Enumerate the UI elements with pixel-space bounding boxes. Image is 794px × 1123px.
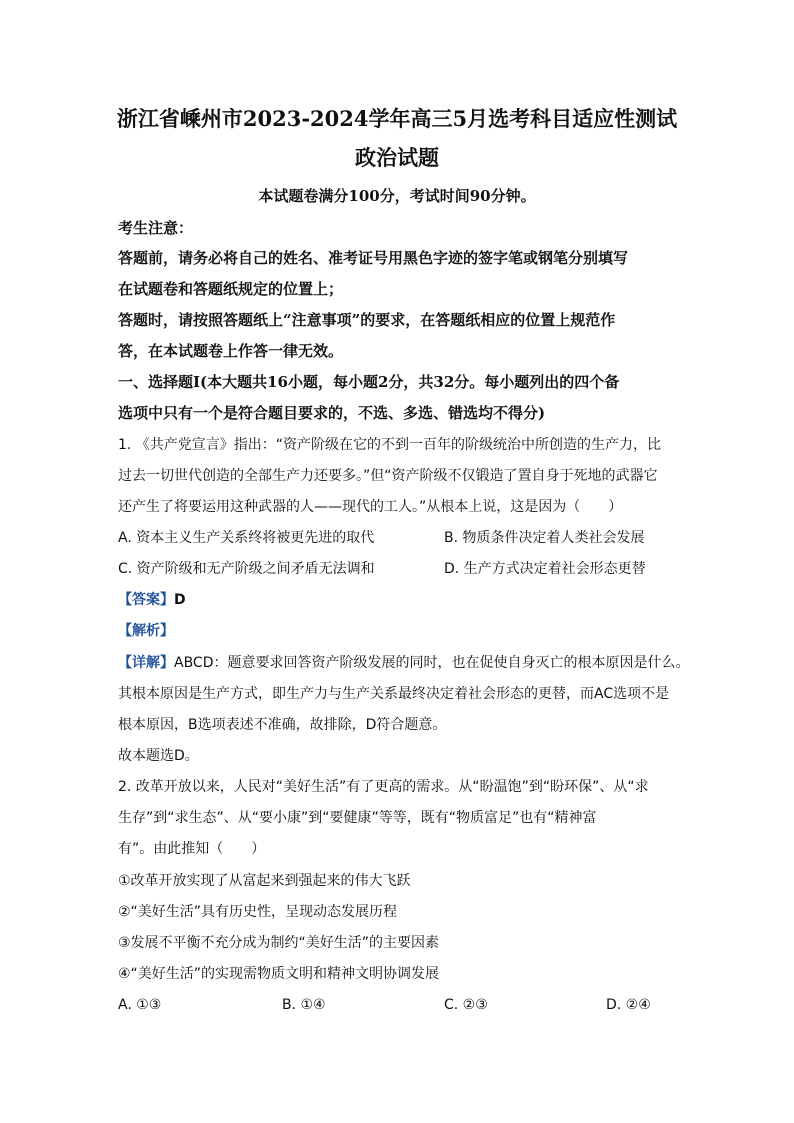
question-1-answer: [118, 590, 186, 610]
notice-line: 答，在本试题卷上作答一律无效。: [118, 342, 344, 360]
question-1-text: 1. 《共产党宣言》指出：“资产阶级在它的不到一百年的阶级统治中所创造的生产力，比: [118, 437, 662, 453]
question-1-option-a: A. 资本主义生产关系终将被更先进的取代: [118, 530, 375, 546]
exam-subject-title: 政治试题: [355, 145, 439, 170]
section-heading: 一、选择题Ⅰ(本大题共16小题，每小题2分，共32分。每小题列出的四个备: [118, 373, 620, 391]
question-1-detail-line: 根本原因，B选项表述不准确，故排除，D符合题意。: [118, 717, 447, 733]
detail-text: ABCD：题意要求回答资产阶级发展的同时，也在促使自身灭亡的根本原因是什么。: [174, 655, 690, 671]
exam-title: 浙江省嵊州市2023-2024学年高三5月选考科目适应性测试: [116, 106, 678, 131]
question-2-option-c: C. ②③: [444, 997, 488, 1013]
question-2-statement: ③发展不平衡不充分成为制约“美好生活”的主要因素: [118, 935, 440, 951]
answer-value: D: [174, 592, 186, 608]
question-1-option-b: B. 物质条件决定着人类社会发展: [444, 530, 645, 546]
section-heading: 选项中只有一个是符合题目要求的，不选、多选、错选均不得分): [118, 404, 546, 422]
question-2-text: 生存”到“求生态”、从“要小康”到“要健康”等等，既有“物质富足”也有“精神富: [118, 810, 597, 826]
question-2-statement: ④“美好生活”的实现需物质文明和精神文明协调发展: [118, 966, 440, 982]
question-2-option-b: B. ①④: [282, 997, 326, 1013]
question-1-text: 过去一切世代创造的全部生产力还要多。”但“资产阶级不仅锻造了置自身于死地的武器它: [118, 468, 658, 484]
question-2-statement: ②“美好生活”具有历史性，呈现动态发展历程: [118, 904, 398, 920]
answer-tag: 【答案】: [118, 592, 174, 608]
question-1-analysis: [118, 621, 174, 641]
question-1-text: 还产生了将要运用这种武器的人——现代的工人。”从根本上说，这是因为（ ）: [118, 499, 623, 515]
question-1-option-d: D. 生产方式决定着社会形态更替: [444, 561, 646, 577]
notice-line: 答题前，请务必将自己的姓名、准考证号用黑色字迹的签字笔或钢笔分别填写: [118, 249, 629, 267]
question-2-text: 有”。由此推知（ ）: [118, 841, 266, 857]
question-2-text: 2. 改革开放以来，人民对“美好生活”有了更高的需求。从“盼温饱”到“盼环保”、从“求: [118, 779, 649, 795]
question-1-detail-line: 其根本原因是生产方式，即生产力与生产关系最终决定着社会形态的更替，而AC选项不是: [118, 686, 670, 702]
question-1-detail: [118, 653, 690, 673]
notice-line: 在试题卷和答题纸规定的位置上；: [118, 280, 344, 298]
exam-score-time: 本试题卷满分100分，考试时间90分钟。: [258, 187, 536, 205]
question-2-option-a: A. ①③: [118, 997, 162, 1013]
question-2-option-d: D. ②④: [606, 997, 651, 1013]
notice-heading: 考生注意：: [118, 219, 194, 237]
question-1-conclusion: 故本题选D。: [118, 748, 199, 764]
notice-line: 答题时，请按照答题纸上“注意事项”的要求，在答题纸相应的位置上规范作: [118, 311, 616, 329]
question-2-statement: ①改革开放实现了从富起来到强起来的伟大飞跃: [118, 873, 411, 889]
detail-tag: 【详解】: [118, 655, 174, 671]
analysis-tag: 【解析】: [118, 623, 174, 639]
question-1-option-c: C. 资产阶级和无产阶级之间矛盾无法调和: [118, 561, 375, 577]
